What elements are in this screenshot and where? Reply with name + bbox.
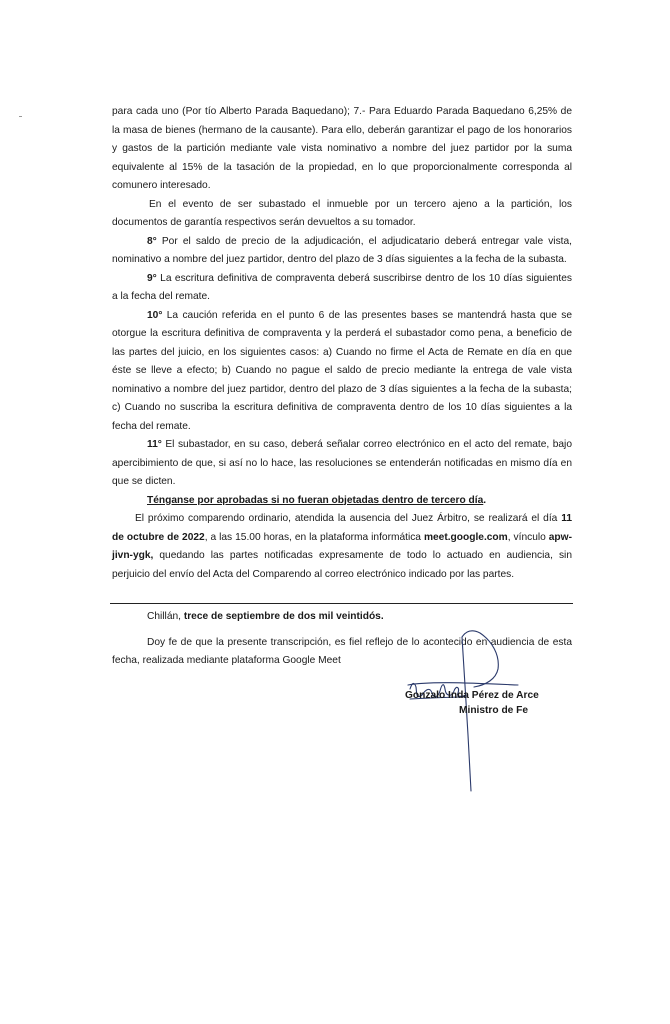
clause-number: 9° xyxy=(147,272,157,284)
paragraph-clause-9: 9° La escritura definitiva de compraventa deberá suscribirse dentro de los 10 días siguientes a la fecha del remate. xyxy=(112,272,572,302)
clause-number: 8° xyxy=(147,235,157,247)
meeting-platform: meet.google.com xyxy=(423,531,508,543)
paragraph-clause-11: 11° El subastador, en su caso, deberá señalar correo electrónico en el acto del remate, bajo apercibimiento de que, si así no lo hace, las resoluciones se entenderán notificadas en mismo día en que se dicten. xyxy=(112,439,572,487)
signatory-title: Ministro de Fe xyxy=(459,705,529,716)
closing-date: trece de septiembre de dos mil veintidós xyxy=(183,611,381,622)
place-date-line: Chillán, trece de septiembre de dos mil veintidós. xyxy=(147,611,384,622)
document-body xyxy=(112,103,572,584)
signature-stroke xyxy=(408,683,518,685)
paragraph-next-hearing: El próximo comparendo ordinario, atendida la ausencia del Juez Árbitro, se realizará el día 11 de octubre de 2022, a las 15.00 horas, en la plataforma informática meet.google.com, vínculo apw-jivn-ygk, quedando las partes notificadas expresamente de todo lo actuado en audiencia, sin perjuicio del envío del Acta del Comparendo al correo electrónico indicado por las partes. xyxy=(112,513,572,580)
paragraph-clause-8: 8° Por el saldo de precio de la adjudicación, el adjudicatario deberá entregar vale vista, nominativo a nombre del juez partidor, dentro del plazo de 3 días siguientes a la fecha de la subasta. xyxy=(112,235,572,265)
clause-number: 11° xyxy=(147,439,162,450)
paragraph-heirs-guarantee: para cada uno (Por tío Alberto Parada Baquedano); 7.- Para Eduardo Parada Baquedano 6,25% de la masa de bienes (hermano de la causante). Para ello, deberán garantizar el pago de los honorarios y gastos de la partición mediante vale vista nominativo a nombre del juez partidor por la suma equivalente al 15% de la tasación de la propiedad, en lo que proporcionalmente corresponda al comunero interesado. xyxy=(112,106,572,191)
meeting-code: apw-jivn-ygk, xyxy=(112,531,572,561)
certification-text: Doy fe de que la presente transcripción, es fiel reflejo de lo acontecido en audiencia de esta fecha, realizada mediante plataforma Google Meet xyxy=(112,636,572,666)
section-divider xyxy=(110,603,573,604)
paragraph-clause-10: 10° La caución referida en el punto 6 de las presentes bases se mantendrá hasta que se otorgue la escritura definitiva de compraventa y la perderá el subastador como pena, a beneficio de las partes del juicio, en los siguientes casos: a) Cuando no firme el Acta de Remate en día en que éste se lleve a efecto; b) Cuando no pague el saldo de precio mediante la entrega de vale vista nominativo a nombre del juez partidor, dentro del plazo de 3 días siguientes a la fecha de la subasta; c) Cuando no suscriba la escritura definitiva de compraventa dentro de los 10 días siguientes a la fecha del remate. xyxy=(112,309,572,432)
clause-number: 10° xyxy=(147,309,163,321)
signatory-name: Gonzalo Inda Pérez de Arce xyxy=(405,690,539,701)
margin-mark xyxy=(19,116,22,117)
hearing-date: 11 de octubre de 2022 xyxy=(112,513,572,543)
signature-loop xyxy=(462,631,498,687)
paragraph-guarantee-return: En el evento de ser subastado el inmueble por un tercero ajeno a la partición, los documentos de garantía respectivos serán devueltos a su tomador. xyxy=(112,198,572,228)
paragraph-approval: Ténganse por aprobadas si no fueran objetadas dentro de tercero día. xyxy=(147,494,487,506)
approval-statement: Ténganse por aprobadas si no fueran objetadas dentro de tercero día xyxy=(147,494,484,506)
